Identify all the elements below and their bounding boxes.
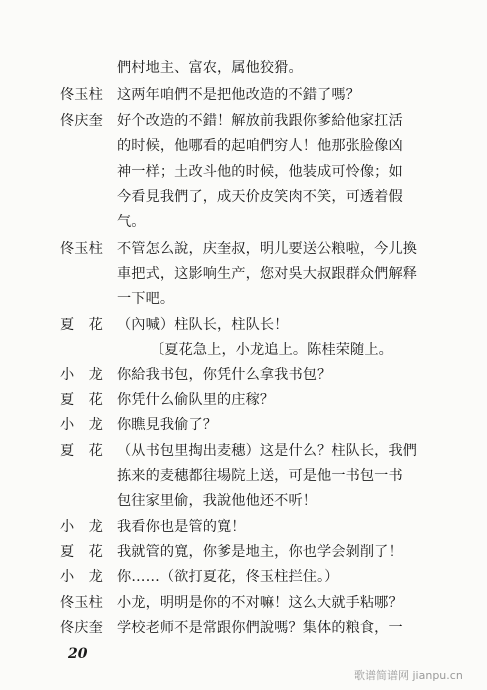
speaker-name: 小 龙 xyxy=(60,569,103,585)
site-watermark: 歌谱简谱网 jianpu.cn xyxy=(354,669,463,682)
dialogue-line: 好个改造的不錯！解放前我跟你爹給他家扛活 xyxy=(117,113,403,129)
dialogue-line: 車把式，这影响生产，您对吳大叔跟群众們解释 xyxy=(117,266,418,282)
dialogue-line: 你給我书包，你凭什么拿我书包？ xyxy=(117,367,332,383)
speaker-name: 佟玉柱 xyxy=(60,241,103,257)
page-number: 20 xyxy=(68,646,88,662)
speaker-name: 佟玉柱 xyxy=(60,87,103,103)
speaker-name: 小 龙 xyxy=(60,367,103,383)
speaker-name: 佟玉柱 xyxy=(60,595,103,611)
dialogue-line: 們村地主、富农，属他狡猾。 xyxy=(117,60,303,76)
dialogue-line: 不管怎么說，庆奎叔，明儿要送公粮啦，今儿換 xyxy=(117,241,418,257)
dialogue-line: 的时候，他哪看的起咱們穷人！他那张脸像凶 xyxy=(117,138,403,154)
dialogue-line: 你凭什么偷队里的庄稼？ xyxy=(117,392,275,408)
dialogue-line: 我看你也是管的寬！ xyxy=(117,519,246,535)
dialogue-line: （內喊）柱队长，柱队长！ xyxy=(117,317,289,333)
dialogue-line: 小龙，明明是你的不对嘛！这么大就手粘哪？ xyxy=(117,595,403,611)
dialogue-line: 你……（欲打夏花，佟玉柱拦住。） xyxy=(117,569,339,585)
speaker-name: 佟庆奎 xyxy=(60,620,103,636)
stage-direction: 〔夏花急上，小龙追上。陈桂荣随上。 xyxy=(150,342,393,358)
dialogue-line: 今看見我們了，成天价皮笑肉不笑，可透着假 xyxy=(117,189,403,205)
dialogue-line: 我就管的寬，你爹是地主，你也学会剝削了！ xyxy=(117,544,403,560)
speaker-name: 小 龙 xyxy=(60,519,103,535)
dialogue-line: 学校老师不是常跟你們說嗎？集体的粮食，一 xyxy=(117,620,403,636)
dialogue-line: （从书包里掏出麦穗）这是什么？柱队长，我們 xyxy=(117,443,418,459)
dialogue-line: 包往家里偷，我說他他还不听！ xyxy=(117,493,318,509)
speaker-name: 夏 花 xyxy=(60,317,103,333)
speaker-name: 夏 花 xyxy=(60,392,103,408)
dialogue-line: 神一样；土改斗他的时候，他装成可怜像；如 xyxy=(117,164,403,180)
dialogue-line: 这两年咱們不是把他改造的不錯了嗎？ xyxy=(117,87,360,103)
speaker-name: 夏 花 xyxy=(60,544,103,560)
dialogue-line: 拣来的麦穗都往場院上送，可是他一书包一书 xyxy=(117,468,403,484)
dialogue-line: 气。 xyxy=(117,214,146,230)
speaker-name: 佟庆奎 xyxy=(60,113,103,129)
dialogue-line: 你瞧見我偷了？ xyxy=(117,417,218,433)
dialogue-line: 一下吧。 xyxy=(117,291,175,307)
speaker-name: 小 龙 xyxy=(60,417,103,433)
speaker-name: 夏 花 xyxy=(60,443,103,459)
